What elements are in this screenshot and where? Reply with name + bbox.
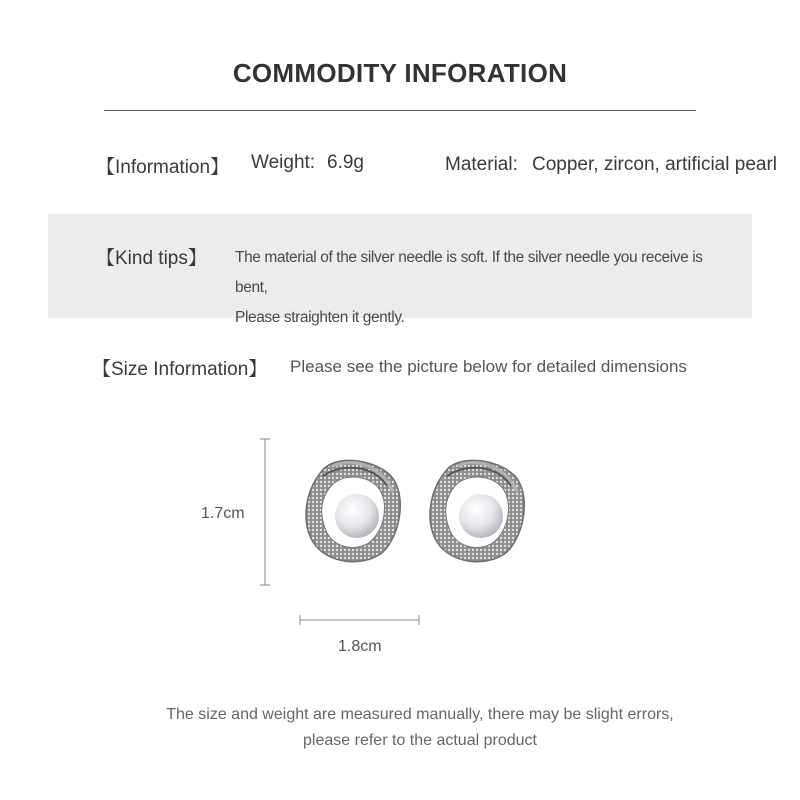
- width-value: 1.8cm: [338, 638, 382, 655]
- pearl-right: [459, 494, 503, 538]
- size-note: Please see the picture below for detailed dimensions: [290, 357, 687, 376]
- height-value: 1.7cm: [201, 505, 245, 522]
- footer-note: [0, 702, 800, 754]
- kind-tips-label: 【Kind tips】: [96, 248, 207, 269]
- earrings-illustration: [295, 440, 535, 580]
- page-title: COMMODITY INFORATION: [232, 58, 568, 88]
- earring-left: [306, 460, 400, 561]
- kind-tips-line-2: Please straighten it gently.: [235, 309, 405, 326]
- size-information-label: 【Size Information】: [92, 359, 268, 380]
- weight-label: Weight:: [251, 152, 316, 173]
- kind-tips-line-1: The material of the silver needle is soft. If the silver needle you receive is bent,: [235, 249, 703, 296]
- material-label: Material:: [445, 154, 518, 175]
- earring-right: [430, 460, 524, 561]
- material-value: Copper, zircon, artificial pearl: [532, 154, 777, 175]
- weight-value: 6.9g: [327, 152, 364, 173]
- footer-line-1: The size and weight are measured manually, there may be slight errors,: [166, 706, 674, 723]
- footer-line-2: please refer to the actual product: [303, 732, 537, 749]
- information-label: 【Information】: [96, 157, 230, 178]
- pearl-left: [335, 494, 379, 538]
